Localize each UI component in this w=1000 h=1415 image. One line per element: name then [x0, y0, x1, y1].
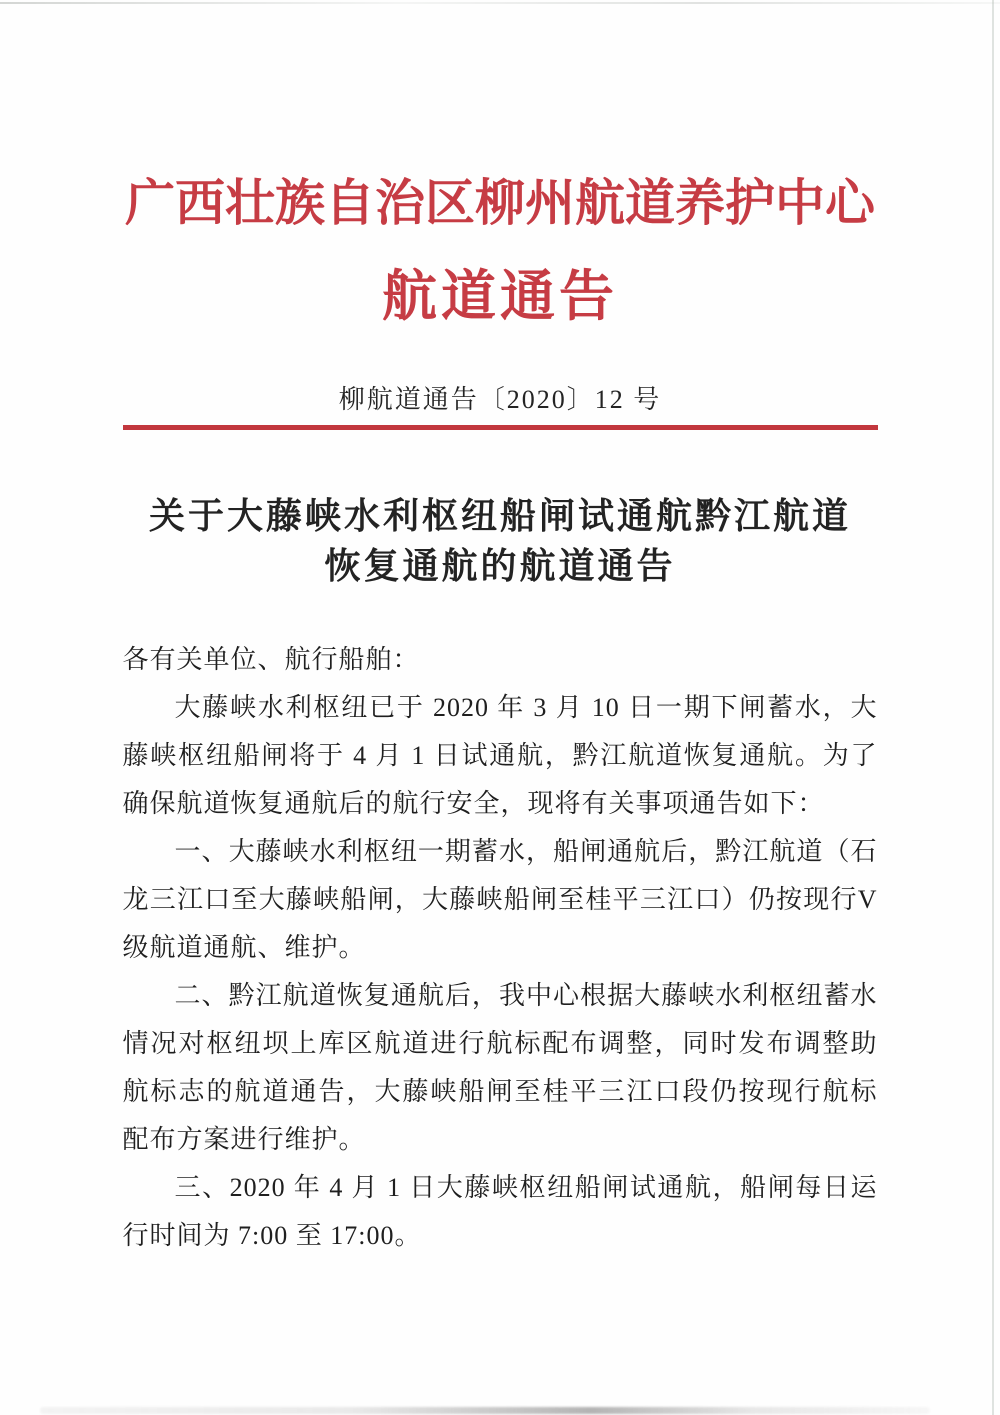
notice-title: [123, 491, 878, 591]
document-content: [123, 0, 878, 1260]
salutation: 各有关单位、航行船舶：: [122, 645, 420, 674]
document-number: 柳航道通告〔2020〕12 号: [338, 385, 662, 414]
paragraph-intro: 大藤峡水利枢纽已于 2020 年 3 月 10 日一期下闸蓄水，大藤峡枢纽船闸将于 4 月 1 日试通航，黔江航道恢复通航。为了确保航道恢复通航后的航行安全，现将有关事项通告如下：: [122, 693, 878, 818]
notice-title-line2: 恢复通航的航道通告: [324, 546, 676, 586]
paragraph-item-1: 一、大藤峡水利枢纽一期蓄水，船闸通航后，黔江航道（石龙三江口至大藤峡船闸，大藤峡船闸至桂平三江口）仍按现行V级航道通航、维护。: [122, 837, 878, 962]
letterhead-red-divider: [123, 425, 878, 430]
letterhead-org-title: 广西壮族自治区柳州航道养护中心: [125, 175, 875, 231]
notice-title-line1: 关于大藤峡水利枢纽船闸试通航黔江航道: [148, 496, 851, 536]
notice-body: [123, 636, 878, 1260]
paragraph-item-3: 三、2020 年 4 月 1 日大藤峡枢纽船闸试通航，船闸每日运行时间为 7:00 至 17:00。: [122, 1173, 878, 1250]
paragraph-item-2: 二、黔江航道恢复通航后，我中心根据大藤峡水利枢纽蓄水情况对枢纽坝上库区航道进行航标配布调整，同时发布调整助航标志的航道通告，大藤峡船闸至桂平三江口段仍按现行航标配布方案进行维护。: [122, 981, 878, 1154]
scan-right-edge-artifact: [992, 0, 994, 1415]
letterhead-notice-type: 航道通告: [381, 266, 618, 327]
scan-bottom-shadow-artifact: [40, 1407, 930, 1414]
